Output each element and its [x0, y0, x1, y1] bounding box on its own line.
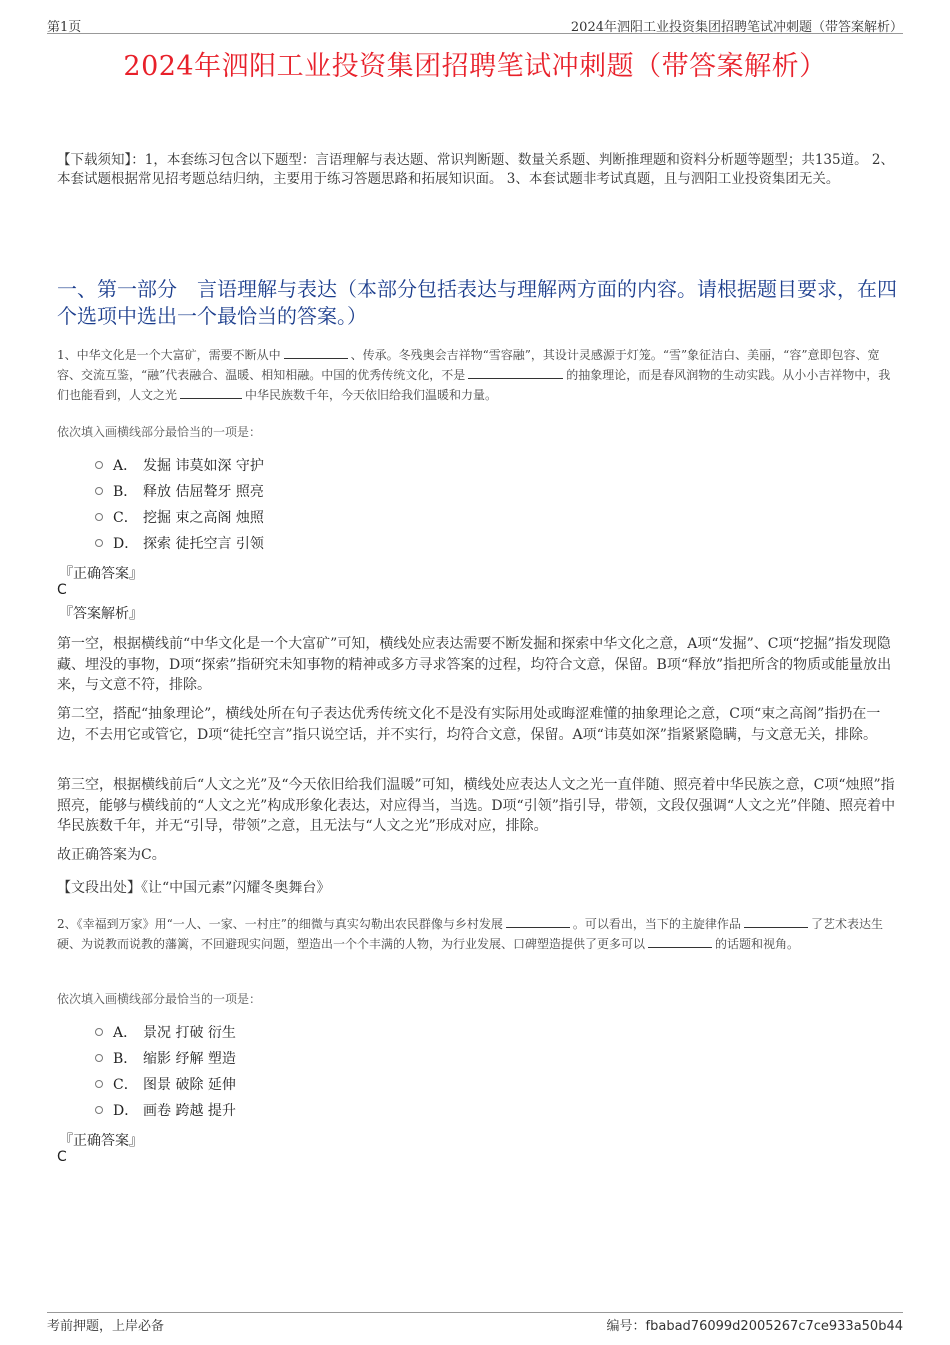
option-letter: A．: [113, 458, 138, 474]
radio-icon[interactable]: [95, 1054, 103, 1062]
section-heading: 一、第一部分 言语理解与表达（本部分包括表达与理解两方面的内容。请根据题目要求，在四个选项中选出一个最恰当的答案。）: [57, 277, 897, 328]
analysis-paragraph: 第二空，搭配“抽象理论”，横线处所在句子表达优秀传统文化不是没有实际用处或晦涩难懂的抽象理论之意，C项“束之高阁”指扔在一边，不去用它或管它，D项“徒托空言”指只说空话，并不实行，均符合文意，保留。A项“讳莫如深”指紧紧隐瞒，与文意无关，排除。: [57, 706, 881, 743]
question-2-prompt: 依次填入画横线部分最恰当的一项是：: [57, 992, 262, 1006]
fill-blank: [468, 366, 563, 379]
option-b[interactable]: [95, 1045, 236, 1071]
fill-blank: [506, 915, 570, 928]
option-letter: C．: [113, 510, 138, 526]
analysis-paragraph: 第三空，根据横线前后“人文之光”及“今天依旧给我们温暖”可知，横线处应表达人文之光一直伴随、照亮着中华民族之意，C项“烛照”指照亮，能够与横线前的“人文之光”构成形象化表达，对应得当，当选。D项“引领”指引导，带领，文段仅强调“人文之光”伴随、照亮着中华民族数千年，并无“引导，带领”之意，且无法与“人文之光”形成对应，排除。: [57, 777, 896, 834]
option-text: 发掘 讳莫如深 守护: [143, 458, 264, 474]
radio-icon[interactable]: [95, 487, 103, 495]
footer-slogan: 考前押题，上岸必备: [47, 1319, 165, 1334]
option-letter: C．: [113, 1077, 138, 1093]
option-letter: B．: [113, 1051, 138, 1067]
option-letter: B．: [113, 484, 138, 500]
question-text-segment: 了艺术表达生硬、为说教而说教的藩篱，不回避现实问题，塑造出一个个丰满的人物，为行业发展、口碑塑造提供了更多可以: [57, 917, 883, 951]
option-letter: D．: [113, 1103, 139, 1119]
footer-code: [607, 1315, 903, 1334]
page-header: [47, 14, 903, 34]
option-text: 缩影 纾解 塑造: [143, 1051, 236, 1067]
correct-answer: C: [57, 582, 67, 598]
radio-icon[interactable]: [95, 461, 103, 469]
question-1-text: [57, 345, 899, 405]
fill-blank: [648, 935, 712, 948]
question-text-segment: 中华民族数千年，今天依旧给我们温暖和力量。: [245, 388, 498, 402]
radio-icon[interactable]: [95, 1028, 103, 1036]
question-1-options: [95, 452, 264, 556]
option-text: 图景 破除 延伸: [143, 1077, 236, 1093]
option-text: 景况 打破 衍生: [143, 1025, 236, 1041]
question-text-segment: 的抽象理论，而是春风润物的生动实践。从小小吉祥物中，我们也能看到，人文之光: [57, 368, 891, 402]
page-number: 第1页: [47, 20, 82, 35]
radio-icon[interactable]: [95, 1080, 103, 1088]
question-text-segment: 。可以看出，当下的主旋律作品: [572, 917, 741, 931]
fill-blank: [744, 915, 808, 928]
option-d[interactable]: [95, 530, 264, 556]
option-text: 画卷 跨越 提升: [143, 1103, 236, 1119]
question-text-segment: 1、中华文化是一个大富矿，需要不断从中: [57, 348, 281, 362]
option-d[interactable]: [95, 1097, 236, 1123]
code-label: 编号：: [606, 1319, 646, 1334]
radio-icon[interactable]: [95, 1106, 103, 1114]
option-letter: A．: [113, 1025, 138, 1041]
analysis-paragraph: 第一空，根据横线前“中华文化是一个大富矿”可知，横线处应表达需要不断发掘和探索中华文化之意，A项“发掘”、C项“挖掘”指发现隐藏、埋没的事物，D项“探索”指研究未知事物的精神或多方寻求答案的过程，均符合文意，保留。B项“释放”指把所含的物质或能量放出来，与文意不符，排除。: [57, 636, 892, 693]
option-text: 探索 徒托空言 引领: [143, 536, 264, 552]
question-text-segment: 、传承。冬残奥会吉祥物“雪容融”，其设计灵感源于灯笼。“雪”象征洁白、美丽，“容”意即包容、宽容、交流互鉴，“融”代表融合、温暖、相知相融。中国的优秀传统文化，不是: [57, 348, 880, 382]
document-title: 2024年泗阳工业投资集团招聘笔试冲刺题（带答案解析）: [123, 51, 827, 82]
option-letter: D．: [113, 536, 139, 552]
question-2-options: [95, 1019, 236, 1123]
option-a[interactable]: [95, 452, 264, 478]
radio-icon[interactable]: [95, 513, 103, 521]
footer-divider: [47, 1312, 903, 1313]
fill-blank: [180, 386, 242, 399]
option-b[interactable]: [95, 478, 264, 504]
analysis-conclusion: 故正确答案为C。: [57, 847, 166, 863]
question-1-prompt: 依次填入画横线部分最恰当的一项是：: [57, 425, 262, 439]
option-a[interactable]: [95, 1019, 236, 1045]
option-c[interactable]: [95, 504, 264, 530]
download-notice: 【下载须知】：1，本套练习包含以下题型：言语理解与表达题、常识判断题、数量关系题、判断推理题和资料分析题等题型；共135道。 2、本套试题根据常见招考题总结归纳，主要用于练习答题思路和拓展知识面。 3、本套试题非考试真题，且与泗阳工业投资集团无关。: [57, 152, 894, 187]
code-value: fbabad76099d2005267c7ce933a50b44: [645, 1319, 903, 1334]
radio-icon[interactable]: [95, 539, 103, 547]
header-doc-title: 2024年泗阳工业投资集团招聘笔试冲刺题（带答案解析）: [570, 20, 903, 35]
question-2-text: [57, 914, 899, 954]
correct-answer: C: [57, 1149, 67, 1165]
answer-label: 『正确答案』: [59, 1133, 143, 1149]
question-text-segment: 2、《幸福到万家》用“一人、一家、一村庄”的细微与真实勾勒出农民群像与乡村发展: [57, 917, 503, 931]
option-c[interactable]: [95, 1071, 236, 1097]
source-note: 【文段出处】《让“中国元素”闪耀冬奥舞台》: [57, 880, 331, 896]
answer-label: 『正确答案』: [59, 566, 143, 582]
analysis-label: 『答案解析』: [59, 606, 143, 622]
option-text: 释放 佶屈聱牙 照亮: [143, 484, 264, 500]
option-text: 挖掘 束之高阁 烛照: [143, 510, 264, 526]
question-text-segment: 的话题和视角。: [715, 937, 800, 951]
fill-blank: [284, 346, 348, 359]
